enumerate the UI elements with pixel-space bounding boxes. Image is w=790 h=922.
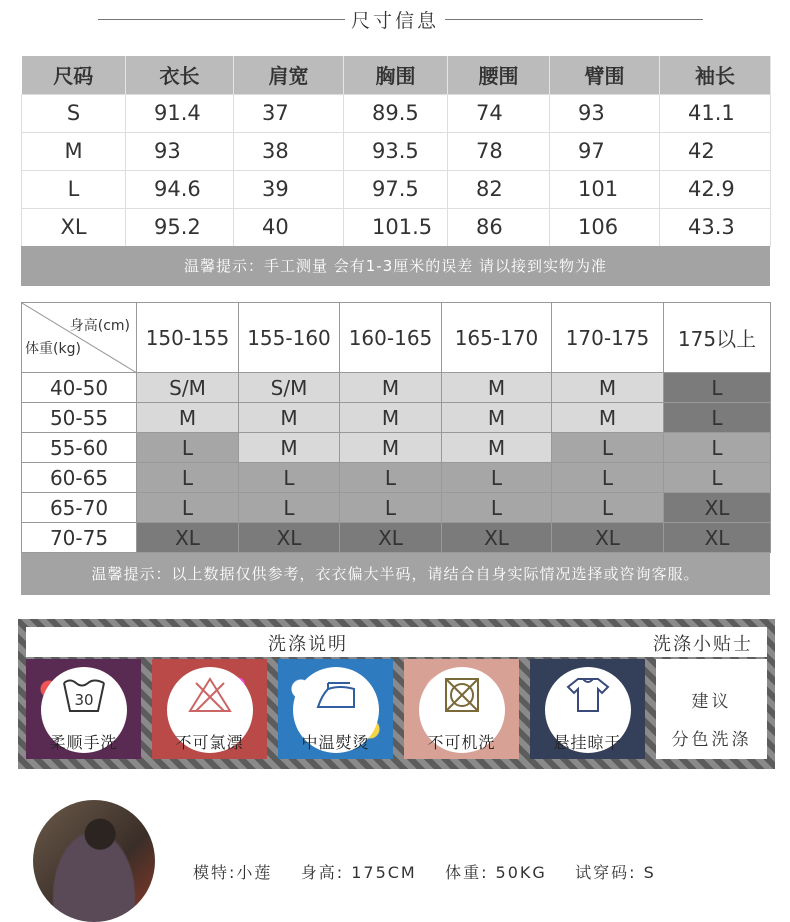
measurement-cell: 101.5 bbox=[344, 208, 448, 246]
model-avatar bbox=[33, 800, 155, 922]
size-label: M bbox=[22, 132, 126, 170]
column-header: 腰围 bbox=[448, 56, 550, 94]
recommended-size-cell: L bbox=[340, 493, 442, 523]
size-label: S bbox=[22, 94, 126, 132]
column-header: 肩宽 bbox=[234, 56, 344, 94]
recommended-size-cell: M bbox=[442, 373, 552, 403]
washing-tip-line-1: 建议 bbox=[691, 692, 732, 712]
recommended-size-cell: S/M bbox=[137, 373, 239, 403]
measurement-cell: 43.3 bbox=[660, 208, 771, 246]
height-axis-label: 身高(cm) bbox=[69, 318, 130, 334]
weight-range-label: 50-55 bbox=[22, 403, 137, 433]
recommended-size-cell: XL bbox=[239, 523, 340, 553]
height-range-header: 150-155 bbox=[137, 303, 239, 373]
recommended-size-cell: XL bbox=[664, 523, 771, 553]
hand-wash-30-icon bbox=[62, 675, 106, 715]
section-title bbox=[0, 4, 790, 32]
measurement-cell: 97.5 bbox=[344, 170, 448, 208]
measurement-cell: 40 bbox=[234, 208, 344, 246]
height-range-header: 160-165 bbox=[340, 303, 442, 373]
weight-range-label: 55-60 bbox=[22, 433, 137, 463]
recommended-size-cell: XL bbox=[137, 523, 239, 553]
title-divider-right bbox=[445, 19, 703, 20]
height-range-header: 170-175 bbox=[552, 303, 664, 373]
measurement-cell: 42 bbox=[660, 132, 771, 170]
washing-instructions bbox=[18, 619, 775, 769]
recommended-size-cell: L bbox=[664, 373, 771, 403]
washing-title: 洗涤说明 bbox=[268, 634, 348, 655]
recommended-size-cell: L bbox=[552, 493, 664, 523]
recommended-size-cell: L bbox=[664, 403, 771, 433]
table-row bbox=[22, 463, 771, 493]
measurement-cell: 82 bbox=[448, 170, 550, 208]
recommended-size-cell: L bbox=[239, 463, 340, 493]
hang-dry-icon bbox=[566, 675, 610, 715]
recommended-size-cell: L bbox=[442, 493, 552, 523]
recommended-size-cell: M bbox=[552, 403, 664, 433]
recommended-size-cell: M bbox=[552, 373, 664, 403]
measurement-cell: 78 bbox=[448, 132, 550, 170]
page-title: 尺寸信息 bbox=[350, 10, 439, 32]
recommended-size-cell: M bbox=[442, 433, 552, 463]
wash-item-label: 悬挂晾干 bbox=[553, 733, 622, 752]
table-corner-header bbox=[22, 303, 137, 373]
wash-item-no-bleach bbox=[152, 659, 267, 759]
size-recommendation-table bbox=[21, 302, 771, 553]
measurement-cell: 93 bbox=[550, 94, 660, 132]
wash-item-hang-dry bbox=[530, 659, 645, 759]
measurement-cell: 37 bbox=[234, 94, 344, 132]
column-header: 尺码 bbox=[22, 56, 126, 94]
measurement-cell: 93 bbox=[126, 132, 234, 170]
measurement-cell: 97 bbox=[550, 132, 660, 170]
recommended-size-cell: XL bbox=[552, 523, 664, 553]
size-reference-tip: 温馨提示：以上数据仅供参考，衣衣偏大半码，请结合自身实际情况选择或咨询客服。 bbox=[21, 553, 770, 595]
wash-item-label: 中温熨烫 bbox=[301, 733, 370, 752]
column-header: 袖长 bbox=[660, 56, 771, 94]
recommended-size-cell: L bbox=[239, 493, 340, 523]
table-row bbox=[22, 373, 771, 403]
table-row bbox=[22, 208, 771, 246]
table-row bbox=[22, 433, 771, 463]
recommended-size-cell: S/M bbox=[239, 373, 340, 403]
recommended-size-cell: L bbox=[552, 463, 664, 493]
measurement-cell: 101 bbox=[550, 170, 660, 208]
wash-item-no-machine-wash bbox=[404, 659, 519, 759]
measurement-cell: 39 bbox=[234, 170, 344, 208]
table-row bbox=[22, 94, 771, 132]
measurement-cell: 94.6 bbox=[126, 170, 234, 208]
measurement-cell: 41.1 bbox=[660, 94, 771, 132]
recommended-size-cell: L bbox=[137, 463, 239, 493]
recommended-size-cell: M bbox=[239, 433, 340, 463]
measurement-cell: 106 bbox=[550, 208, 660, 246]
recommended-size-cell: XL bbox=[442, 523, 552, 553]
measurement-cell: 38 bbox=[234, 132, 344, 170]
recommended-size-cell: L bbox=[137, 493, 239, 523]
measurement-cell: 93.5 bbox=[344, 132, 448, 170]
measurement-cell: 74 bbox=[448, 94, 550, 132]
recommended-size-cell: M bbox=[442, 403, 552, 433]
table-row bbox=[22, 493, 771, 523]
weight-range-label: 40-50 bbox=[22, 373, 137, 403]
recommended-size-cell: M bbox=[239, 403, 340, 433]
weight-range-label: 60-65 bbox=[22, 463, 137, 493]
recommended-size-cell: L bbox=[340, 463, 442, 493]
recommended-size-cell: M bbox=[137, 403, 239, 433]
table-row bbox=[22, 403, 771, 433]
column-header: 胸围 bbox=[344, 56, 448, 94]
size-label: L bbox=[22, 170, 126, 208]
weight-axis-label: 体重(kg) bbox=[25, 341, 81, 357]
table-row bbox=[22, 523, 771, 553]
washing-tip-panel bbox=[656, 659, 767, 759]
recommended-size-cell: L bbox=[664, 463, 771, 493]
height-range-header: 165-170 bbox=[442, 303, 552, 373]
no-machine-wash-icon bbox=[440, 675, 484, 715]
height-range-header: 155-160 bbox=[239, 303, 340, 373]
size-table-header bbox=[22, 56, 771, 94]
table-row bbox=[22, 170, 771, 208]
measurement-cell: 91.4 bbox=[126, 94, 234, 132]
wash-item-iron bbox=[278, 659, 393, 759]
measurement-cell: 86 bbox=[448, 208, 550, 246]
recommended-size-cell: XL bbox=[664, 493, 771, 523]
column-header: 臂围 bbox=[550, 56, 660, 94]
recommended-size-cell: L bbox=[442, 463, 552, 493]
wash-item-label: 柔顺手洗 bbox=[49, 733, 118, 752]
svg-text:30: 30 bbox=[74, 691, 94, 709]
recommended-size-cell: XL bbox=[340, 523, 442, 553]
title-divider-left bbox=[98, 19, 345, 20]
measurement-tip: 温馨提示：手工测量 会有1-3厘米的误差 请以接到实物为准 bbox=[21, 246, 770, 286]
washing-tip-line-2: 分色洗涤 bbox=[671, 730, 752, 750]
no-bleach-icon bbox=[188, 675, 232, 715]
recommended-size-cell: M bbox=[340, 433, 442, 463]
weight-range-label: 70-75 bbox=[22, 523, 137, 553]
washing-header bbox=[26, 627, 767, 657]
wash-item-hand-wash bbox=[26, 659, 141, 759]
column-header: 衣长 bbox=[126, 56, 234, 94]
iron-medium-icon bbox=[314, 675, 358, 715]
recommended-size-cell: L bbox=[137, 433, 239, 463]
recommended-size-cell: L bbox=[664, 433, 771, 463]
recommended-size-cell: M bbox=[340, 403, 442, 433]
model-info: 模特:小莲 身高: 175CM 体重: 50KG 试穿码: S bbox=[193, 863, 656, 882]
wash-item-label: 不可机洗 bbox=[427, 733, 496, 752]
recommended-size-cell: M bbox=[340, 373, 442, 403]
table-row bbox=[22, 132, 771, 170]
measurement-cell: 95.2 bbox=[126, 208, 234, 246]
recommended-size-cell: L bbox=[552, 433, 664, 463]
measurement-cell: 89.5 bbox=[344, 94, 448, 132]
wash-item-label: 不可氯漂 bbox=[175, 733, 244, 752]
measurement-cell: 42.9 bbox=[660, 170, 771, 208]
weight-range-label: 65-70 bbox=[22, 493, 137, 523]
size-label: XL bbox=[22, 208, 126, 246]
height-range-header: 175以上 bbox=[664, 303, 771, 373]
washing-tips-title: 洗涤小贴士 bbox=[653, 634, 753, 655]
size-table bbox=[21, 56, 771, 247]
